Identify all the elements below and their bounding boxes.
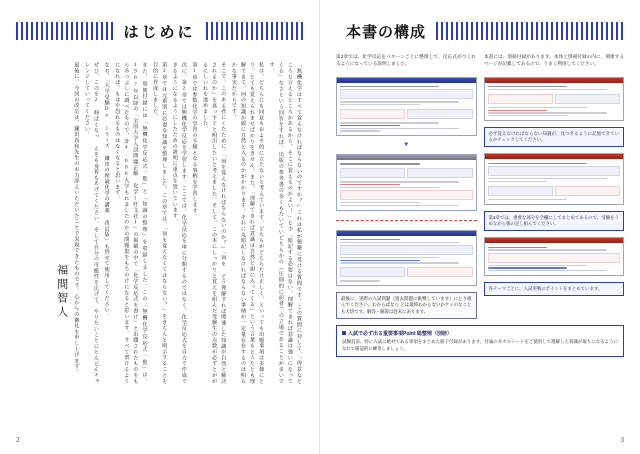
intro-text-row xyxy=(336,54,624,71)
callout-note: 最後に、実際の入試問題（過去問題に挑戦しています）にとり組んでください。わからばなら とは最終わからないかケッのなことも大切です。解答・解説は巻末にあります。 xyxy=(336,292,477,319)
banner-stripes-left xyxy=(16,22,114,40)
bullet-square-icon xyxy=(342,331,346,335)
vertical-text-block xyxy=(16,54,303,426)
right-page-banner xyxy=(336,18,624,44)
page-sample-thumbnail xyxy=(336,154,477,211)
page-sample-thumbnail xyxy=(484,153,625,204)
callout-note: 第3章では、重要な部分を空欄にしてまとめてあるので、受験をうめながら後の足し組んでください。 xyxy=(484,211,625,232)
intro-col-right xyxy=(484,54,624,71)
sample-body xyxy=(485,159,624,203)
intro-paragraph: 第2章では、化学反応をパターンごとに整理して、反応式がつくれるようになっている説明しました。 xyxy=(336,54,476,66)
banner-stripes-right xyxy=(206,22,304,40)
figure-column-right xyxy=(484,77,625,296)
preface-paragraph: 次に、第2章では無機化学反応を学習します。ここでは、化学反応を単に分類するのではなく、化学反応式を自力で作成できるようになるようにしたための説明に重点を置いています。 xyxy=(171,62,187,384)
banner-stripes-right-page xyxy=(436,22,624,40)
page-sample-thumbnail xyxy=(484,77,625,121)
page-sample-thumbnail xyxy=(336,230,477,287)
footer-box-title-text: 入試で必ず出る重要事項Point 総整理（別冊） xyxy=(348,331,452,338)
preface-paragraph: 「無機化学はすべて覚えなければならないのですか？」これは私が頻繁に受ける質問です。この質問に対して、「得意なところと言えるところがあるから、そこに覚えるのがよい！」と少「暗記する必要はない。理解できれば意識は強いになってくる」なさという回答をすれば、出版の参考書の多くもたいていどちらかの（圧倒的に前者）の立場であることが多いです。 xyxy=(268,62,302,384)
sample-body xyxy=(337,160,476,210)
author-signature: 福間智人 xyxy=(55,264,68,320)
preface-paragraph: 第3章では元素別に必要な知識を整理しました。この章では、「何を覚えなくてはならない？」をきちんと明示することを目的に作成しました。 xyxy=(152,62,168,384)
preface-paragraph: 第1章では参数化学の学習の手順となる事柄を学習します。 xyxy=(191,62,198,220)
guide-line xyxy=(336,220,477,221)
intro-paragraph: 本書には、別冊付録があります。本体と別冊付録の内に、関連するページが記載してあるので、うまく利用してください。 xyxy=(484,54,624,66)
figure-grid xyxy=(336,77,624,319)
sample-body xyxy=(337,236,476,286)
right-page xyxy=(320,0,640,454)
page-sample-thumbnail xyxy=(336,77,477,136)
flow-arrow-icon: ▼ xyxy=(403,141,410,148)
page-number-left: 2 xyxy=(16,436,20,444)
callout-note: 各テーマごとに、入試実戦のポイントをまとめています。 xyxy=(484,282,625,296)
page-number-right: 3 xyxy=(620,436,624,444)
callout-note: 必ず覚えなければならない知識が、見つきるように記憶できているかチェックしてください。 xyxy=(484,127,625,148)
preface-paragraph: なお、「大学受験Do シリーズ 鎌田の理論化学の講義 改訂版」も併せて使用してください。 xyxy=(103,62,110,319)
figure-column-left xyxy=(336,77,477,319)
preface-paragraph: そこで、このある者にくたために、「何を覚えなければならないのか？」「何を どう理解すれば関連した知識が自然と解決されるのか」を真っすぐと明出したいと考えました。そして、この本にしっかりと覚えを組んだ受験生の点数が必ずとががるにしいれを進めました。 xyxy=(202,62,227,384)
preface-paragraph: 最後に、今回の改訂は、鎌田真和先生のお力添えいただいたことで実現できたものです。心からの御礼を申し上げます。 xyxy=(73,62,80,376)
footer-box-title xyxy=(342,330,618,337)
intro-col-left xyxy=(336,54,476,71)
sample-body xyxy=(485,83,624,120)
preface-paragraph: また、別便付録には「無機化学反応式一覧」と「知識の整理」を収録しました。この「無機化学反応式一覧」は、1967年以降の「全国大学入試問題正解 化学(旺文社)」の掲載の中で「化学反応式を書け」と出題されたものをもらみつぶしに調べたもので、計4,006大学もれましたのかの問題集をもちのけになると思います。すべて書けるようになれば、もはや恐れるものはなくなると思います。 xyxy=(114,62,148,384)
sample-body xyxy=(485,243,624,274)
sample-body xyxy=(337,83,476,135)
preface-paragraph: ぜひ、このを2 伸ばくなっ えをも身着もあげてください。そして自分の可能性を広げて、やりたいことにとんどんチャレンジしていってください。 xyxy=(83,62,100,384)
left-page-banner xyxy=(16,18,303,44)
footer-info-box xyxy=(336,325,624,357)
footer-box-text: 試験直前、特に入試に絶対である事項をまとめた冊子付録があります。付属の赤セルシートをご使用して理解した知識が取りになるようになれて確認的に練習しましょう。 xyxy=(342,339,618,351)
page-sample-thumbnail xyxy=(484,237,625,275)
preface-paragraph: 私は、どちらにも同意もおよそ的に立たないと考えています。どちらがどちらだけ正しく、といっても出題事項は多様にとり、とても覚えられませばかりをきせん。また、「理解できれば意識は自然と頭に入ってくる」という言葉もとうたとも理解できて、何の知識が頭に自然と入るのかがかかります。それに丸暗記しなければならない事柄が一定量在在するのは明らかな事実だからです。 xyxy=(230,62,265,384)
page-title-kousei: 本書の構成 xyxy=(346,23,427,41)
page-title-hajimeni: はじめに xyxy=(123,23,196,41)
